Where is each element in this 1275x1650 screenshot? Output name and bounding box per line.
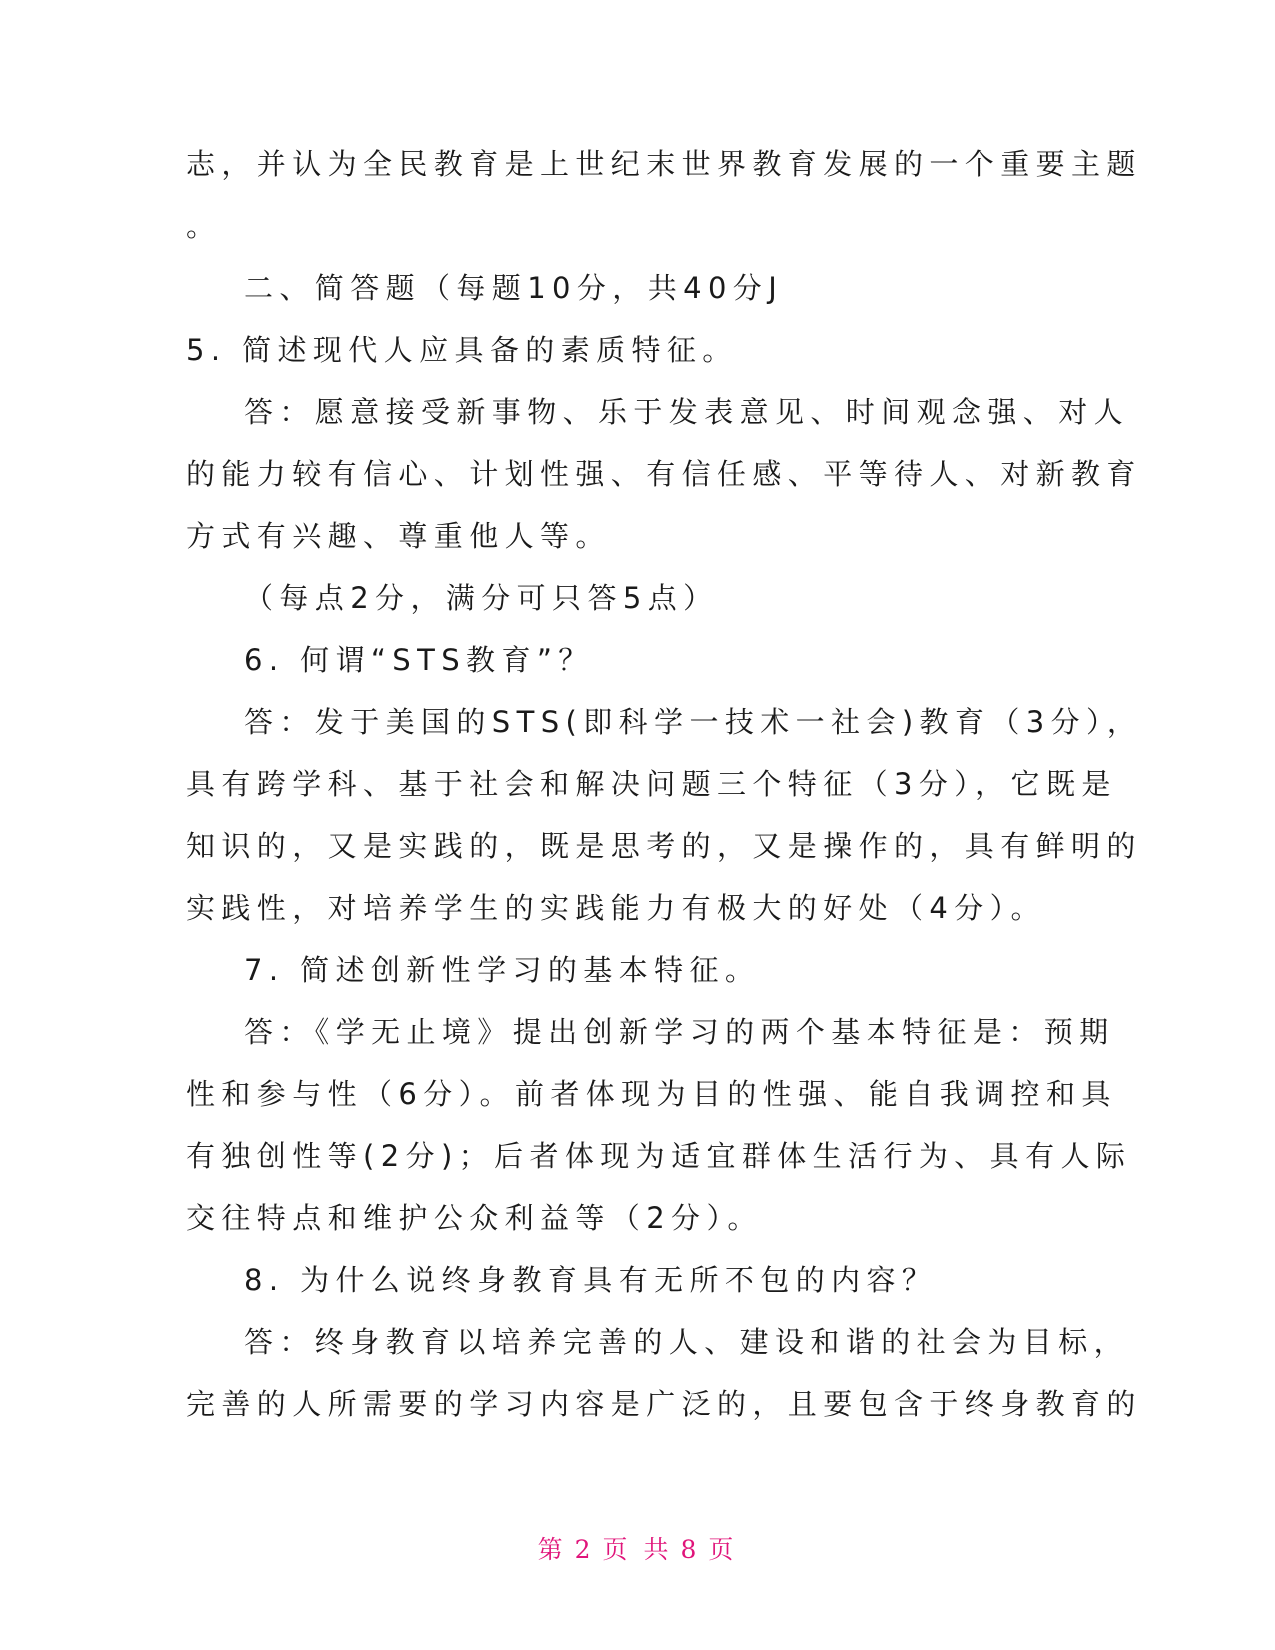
- footer-middle: 页 共: [602, 1535, 673, 1564]
- answer-8-line-2: 完善的人所需要的学习内容是广泛的，且要包含于终身教育的: [186, 1387, 1142, 1421]
- answer-6-line-2: 具有跨学科、基于社会和解决问题三个特征（3分），它既是: [186, 767, 1117, 801]
- answer-7-line-2: 性和参与性（6分）。前者体现为目的性强、能自我调控和具: [186, 1077, 1117, 1111]
- footer-page-number: 2: [574, 1535, 595, 1564]
- answer-6-line-4: 实践性，对培养学生的实践能力有极大的好处（4分）。: [186, 891, 1046, 925]
- question-7: 7. 简述创新性学习的基本特征。: [244, 953, 761, 987]
- footer-prefix: 第: [537, 1535, 567, 1564]
- answer-5-scoring: （每点2分，满分可只答5点）: [244, 581, 719, 615]
- text-line-1: 志，并认为全民教育是上世纪末世界教育发展的一个重要主题: [186, 147, 1142, 181]
- answer-7-line-1: 答：《学无止境》提出创新学习的两个基本特征是：预期: [244, 1015, 1115, 1049]
- answer-6-line-1: 答：发于美国的STS(即科学一技术一社会)教育（3分），: [244, 705, 1143, 739]
- answer-8-line-1: 答：终身教育以培养完善的人、建设和谐的社会为目标，: [244, 1325, 1130, 1359]
- page-footer: [0, 1530, 1275, 1566]
- answer-7-line-3: 有独创性等(2分)；后者体现为适宜群体生活行为、具有人际: [186, 1139, 1132, 1173]
- answer-5-line-1: 答：愿意接受新事物、乐于发表意见、时间观念强、对人: [244, 395, 1130, 429]
- answer-6-line-3: 知识的，又是实践的，既是思考的，又是操作的，具有鲜明的: [186, 829, 1142, 863]
- text-line-2: 。: [186, 209, 222, 243]
- answer-5-line-3: 方式有兴趣、尊重他人等。: [186, 519, 611, 553]
- footer-suffix: 页: [708, 1535, 738, 1564]
- footer-total-pages: 8: [680, 1535, 701, 1564]
- section-heading: 二、简答题（每题10分，共40分J: [244, 271, 784, 305]
- question-8: 8. 为什么说终身教育具有无所不包的内容？: [244, 1263, 938, 1297]
- answer-5-line-2: 的能力较有信心、计划性强、有信任感、平等待人、对新教育: [186, 457, 1142, 491]
- answer-7-line-4: 交往特点和维护公众利益等（2分）。: [186, 1201, 763, 1235]
- question-6: 6. 何谓“STS教育”？: [244, 643, 594, 677]
- question-5: 5. 简述现代人应具备的素质特征。: [186, 333, 738, 367]
